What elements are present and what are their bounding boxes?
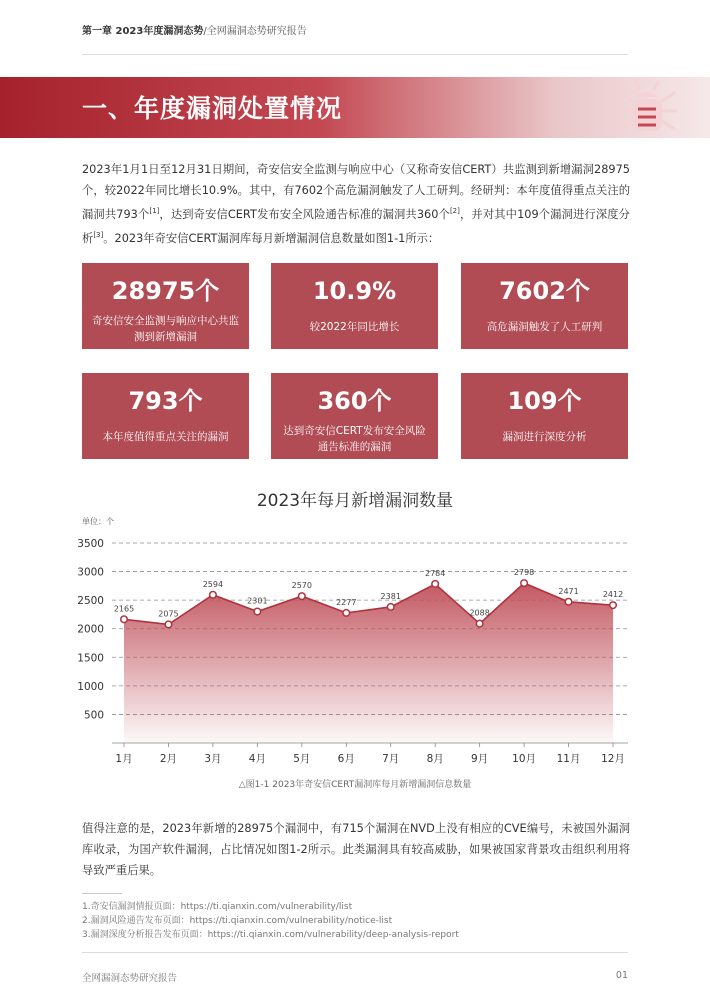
x-tick-label: 4月 [248, 753, 266, 765]
x-tick-label: 8月 [426, 753, 444, 765]
x-tick-label: 3月 [204, 753, 222, 765]
data-point [299, 593, 306, 600]
data-label: 2165 [113, 604, 135, 614]
x-tick-label: 10月 [512, 753, 537, 765]
footnote-1: 1.奇安信漏洞情报页面：https://ti.qianxin.com/vulnerability/list [82, 902, 353, 912]
data-label: 2784 [425, 568, 446, 578]
data-point [476, 620, 483, 627]
x-tick-label: 6月 [337, 753, 355, 765]
y-tick-label: 2000 [77, 623, 104, 636]
y-tick-label: 1000 [77, 680, 104, 693]
header-separator: / [203, 26, 207, 37]
footnotes [82, 900, 459, 942]
y-tick-label: 3000 [77, 566, 104, 579]
data-point [343, 610, 350, 617]
data-label: 2088 [469, 608, 490, 618]
y-tick-label: 3500 [77, 538, 104, 550]
x-tick-label: 11月 [556, 753, 581, 765]
area-fill [124, 583, 613, 743]
data-point [165, 621, 172, 628]
stat-value: 10.9% [312, 277, 397, 305]
data-point [121, 616, 128, 623]
x-tick-label: 12月 [601, 753, 625, 765]
x-tick-label: 1月 [115, 753, 133, 765]
stat-label: 漏洞进行深度分析 [502, 431, 587, 443]
data-label: 2594 [202, 579, 224, 589]
data-point [610, 602, 617, 609]
data-point [254, 608, 261, 615]
stat-value: 109个 [507, 387, 582, 415]
note-paragraph: 值得注意的是，2023年新增的28975个漏洞中，有715个漏洞在NVD上没有相应的CVE编号，未被国外漏洞库收录，为国产软件漏洞，占比情况如图1-2所示。此类漏洞具有较高威胁，如果被国家背景攻击组织利用将导致严重后果。 [82, 822, 630, 877]
section-title: 一、年度漏洞处置情况 [82, 94, 343, 123]
data-point [210, 591, 217, 598]
intro-paragraph: 2023年1月1日至12月31日期间，奇安信安全监测与响应中心（又称奇安信CERT）共监测到新增漏洞28975个，较2022年同比增长10.9%。其中，有7602个高危漏洞触发了人工研判。经研判：本年度值得重点关注的漏洞共793个[1]，达到奇安信CERT发布安全风险通告标准的漏洞共360个[2]，并对其中109个漏洞进行深度分析[3]。2023年奇安信CERT漏洞库每月新增漏洞信息数量如图1-1所示： [82, 163, 630, 245]
footer-divider [82, 952, 628, 953]
x-tick-label: 7月 [382, 753, 400, 765]
data-label: 2570 [291, 581, 312, 591]
data-point [387, 604, 394, 611]
stat-label: 较2022年同比增长 [309, 321, 400, 333]
stat-value: 7602个 [499, 277, 590, 305]
data-point [432, 581, 439, 588]
stat-value: 28975个 [111, 277, 220, 305]
y-tick-label: 1500 [77, 652, 104, 665]
data-label: 2075 [158, 609, 179, 619]
footnote-ref-3: [3] [93, 230, 104, 239]
stat-label: 奇安信安全监测与响应中心共监测到新增漏洞 [92, 315, 239, 343]
footnote-2: 2.漏洞风险通告发布页面：https://ti.qianxin.com/vulnerability/notice-list [82, 916, 393, 926]
y-tick-label: 2500 [77, 595, 104, 608]
chart-title: 2023年每月新增漏洞数量 [256, 491, 454, 511]
data-point [521, 580, 528, 587]
data-label: 2798 [513, 568, 535, 578]
stat-label: 达到奇安信CERT发布安全风险通告标准的漏洞 [283, 425, 426, 453]
footnote-divider [82, 893, 122, 894]
stat-value: 360个 [317, 387, 392, 415]
y-tick-label: 500 [83, 709, 104, 722]
x-tick-label: 5月 [293, 753, 311, 765]
x-tick-label: 9月 [471, 753, 489, 765]
footnote-ref-2: [2] [449, 207, 460, 215]
stat-label: 高危漏洞触发了人工研判 [486, 321, 603, 333]
data-label: 2277 [336, 597, 357, 607]
footnote-ref-1: [1] [149, 207, 160, 215]
unit-label: 单位：个 [82, 517, 114, 526]
data-label: 2301 [247, 596, 268, 606]
data-label: 2412 [602, 590, 624, 600]
footer-report: 全网漏洞态势研究报告 [82, 973, 178, 984]
header-report: 全网漏洞态势研究报告 [206, 26, 307, 37]
footnote-3: 3.漏洞深度分析报告发布页面：https://ti.qianxin.com/vulnerability/deep-analysis-report [82, 930, 459, 940]
figure-caption: △图1-1 2023年奇安信CERT漏洞库每月新增漏洞信息数量 [238, 780, 472, 790]
data-label: 2471 [558, 586, 579, 596]
data-label: 2381 [380, 591, 401, 601]
header-chapter: 第一章 2023年度漏洞态势 [82, 26, 204, 37]
stat-value: 793个 [128, 387, 203, 415]
data-point [565, 599, 572, 606]
stat-label: 本年度值得重点关注的漏洞 [102, 431, 229, 443]
page-number: 01 [615, 970, 628, 981]
x-tick-label: 2月 [159, 753, 178, 765]
